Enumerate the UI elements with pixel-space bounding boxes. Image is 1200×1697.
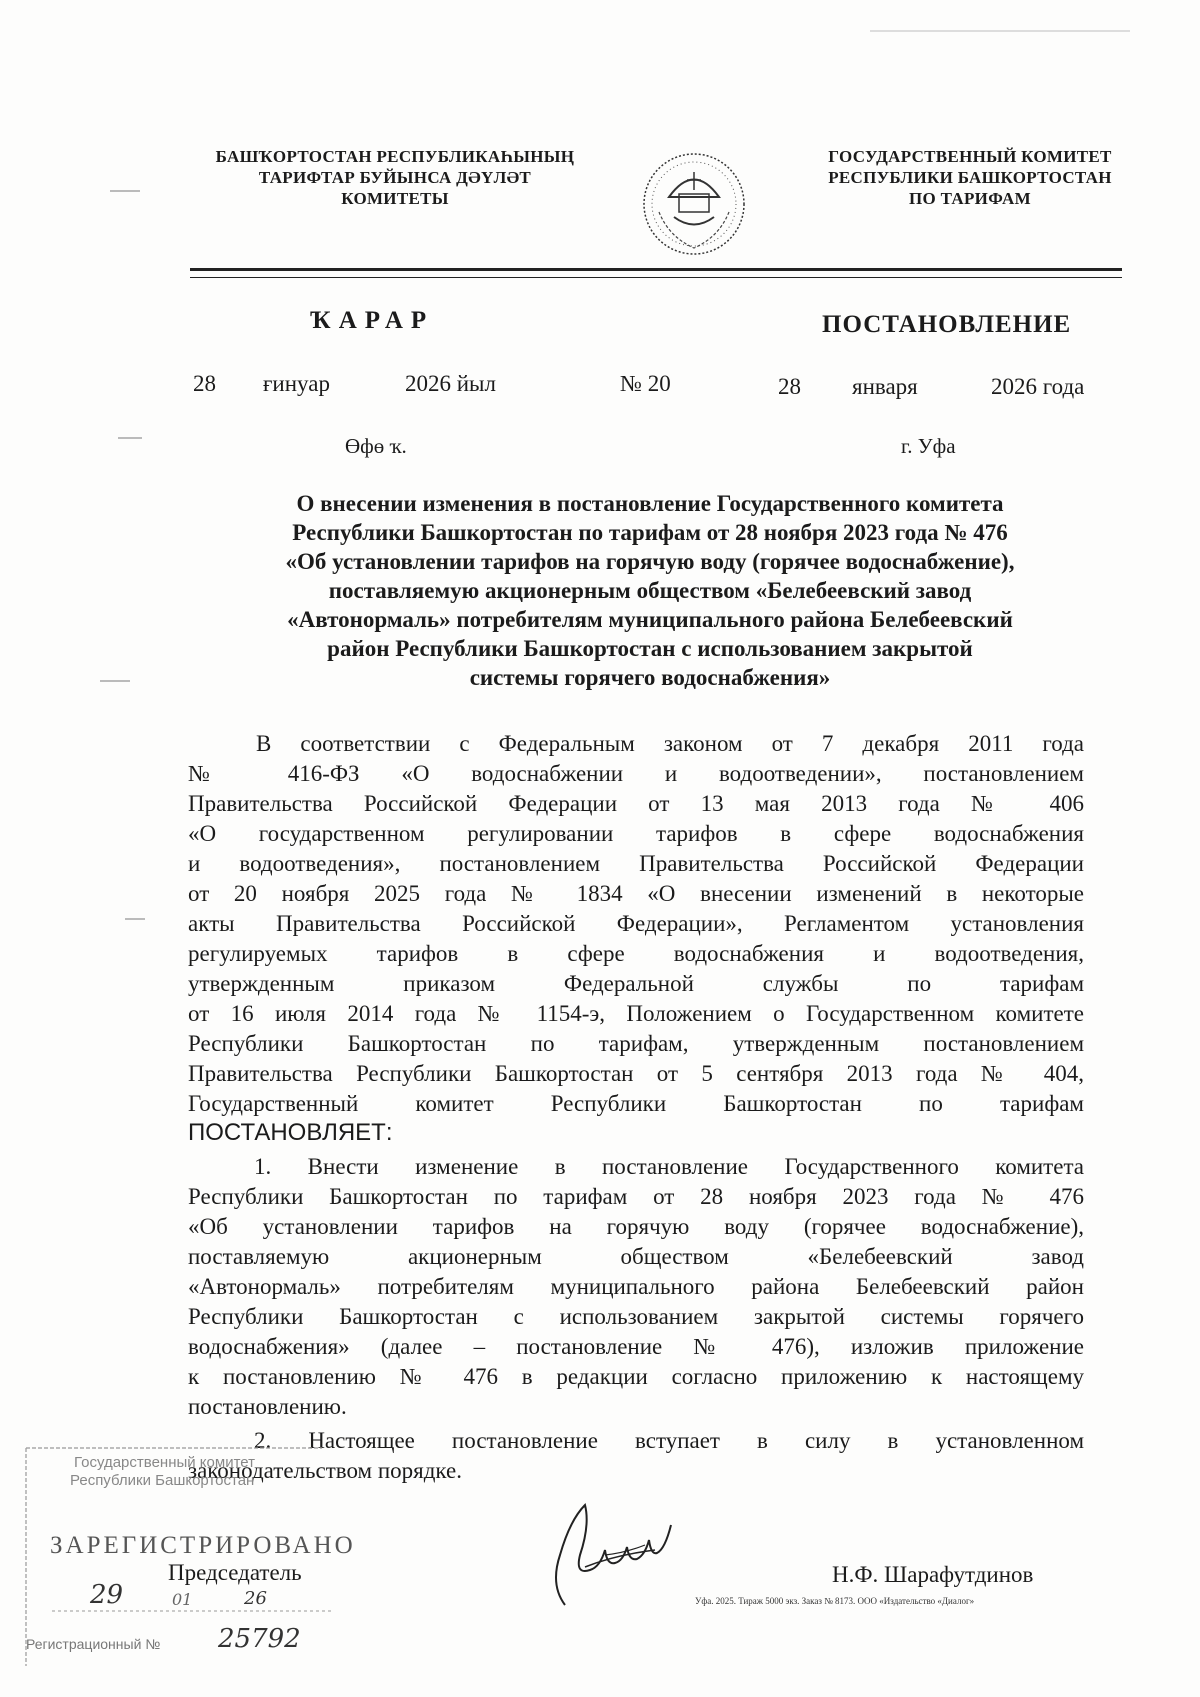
item1-line: 1. Внести изменение в постановление Государственного комитета	[254, 1154, 1084, 1179]
preamble-line: Правительства Российской Федерации от 13 мая 2013 года № 406	[188, 791, 1084, 816]
preamble-line: от 20 ноября 2025 года № 1834 «О внесении изменений в некоторые	[188, 881, 1084, 906]
stamp-date-month: 01	[172, 1590, 193, 1609]
preamble-line: регулируемых тарифов в сфере водоснабжения и водоотведения,	[188, 941, 1084, 966]
preamble-line: акты Правительства Российской Федерации», Регламентом установления	[188, 911, 1084, 936]
scan-speck	[125, 918, 145, 920]
item2-line: законодательством порядке.	[188, 1458, 462, 1483]
stamp-date-year: 26	[244, 1588, 267, 1609]
scan-speck	[870, 30, 1130, 32]
item1-line: Республики Башкортостан с использованием закрытой системы горячего	[188, 1304, 1084, 1329]
date-ru-day: 28	[778, 374, 801, 399]
signatory-name: Н.Ф. Шарафутдинов	[832, 1562, 1034, 1587]
city-russian: г. Уфа	[901, 434, 956, 458]
signatory-title: Председатель	[168, 1560, 302, 1585]
city-bashkir: Өфө ҡ.	[345, 434, 407, 458]
title-line: О внесении изменения в постановление Государственного комитета	[296, 491, 1004, 516]
header-right-line: ПО ТАРИФАМ	[909, 189, 1031, 208]
doc-type-russian: ПОСТАНОВЛЕНИЕ	[822, 311, 1072, 338]
date-ba-month: ғинуар	[263, 371, 330, 396]
header-right	[800, 146, 1140, 209]
title-line: системы горячего водоснабжения»	[469, 665, 831, 690]
resolves-keyword: ПОСТАНОВЛЯЕТ:	[188, 1119, 393, 1146]
date-ru-month: января	[852, 374, 918, 399]
preamble-line: № 416-ФЗ «О водоснабжении и водоотведении», постановлением	[188, 761, 1084, 786]
stamp-reg-label: Регистрационный №	[26, 1636, 161, 1652]
item1-line: «Автонормаль» потребителям муниципального района Белебеевский район	[188, 1274, 1084, 1299]
preamble-line: Государственный комитет Республики Башкортостан по тарифам	[188, 1091, 1084, 1116]
header-right-line: РЕСПУБЛИКИ БАШКОРТОСТАН	[828, 168, 1112, 187]
header-rule-thin	[190, 277, 1122, 278]
header-right-line: ГОСУДАРСТВЕННЫЙ КОМИТЕТ	[828, 147, 1112, 166]
title-line: Республики Башкортостан по тарифам от 28 ноября 2023 года № 476	[292, 520, 1008, 545]
signature-scribble	[545, 1495, 675, 1610]
coat-of-arms-emblem	[639, 142, 749, 262]
item1-line: к постановлению № 476 в редакции согласно приложению к настоящему	[188, 1364, 1084, 1389]
preamble-line: В соответствии с Федеральным законом от 7 декабря 2011 года	[256, 731, 1084, 756]
registration-stamp	[22, 1440, 356, 1670]
doc-number: № 20	[620, 371, 671, 396]
item1-line: «Об установлении тарифов на горячую воду (горячее водоснабжение),	[188, 1214, 1084, 1239]
stamp-org-line2: Республики Башкортостан	[70, 1472, 255, 1489]
preamble-line: «О государственном регулировании тарифов в сфере водоснабжения	[188, 821, 1084, 846]
preamble-line: Республики Башкортостан по тарифам, утвержденным постановлением	[188, 1031, 1084, 1056]
printer-note: Уфа. 2025. Тираж 5000 экз. Заказ № 8173. ООО «Издательство «Диалог»	[695, 1596, 975, 1606]
title-line: поставляемую акционерным обществом «Белебеевский завод	[328, 578, 972, 603]
preamble-line: от 16 июля 2014 года № 1154-э, Положением о Государственном комитете	[188, 1001, 1084, 1026]
stamp-date-day: 29	[90, 1580, 124, 1610]
stamp-org-line1: Государственный комитет	[74, 1454, 255, 1471]
scan-speck	[118, 437, 142, 439]
preamble-line: утвержденным приказом Федеральной службы по тарифам	[188, 971, 1084, 996]
item2-line: 2. Настоящее постановление вступает в силу в установленном	[254, 1428, 1084, 1453]
item1-line: Республики Башкортостан по тарифам от 28 ноября 2023 года № 476	[188, 1184, 1084, 1209]
preamble-line: и водоотведения», постановлением Правительства Российской Федерации	[188, 851, 1084, 876]
stamp-registered: ЗАРЕГИСТРИРОВАНО	[50, 1532, 356, 1559]
title-line: район Республики Башкортостан с использованием закрытой	[327, 636, 973, 661]
date-ru-year: 2026 года	[991, 374, 1085, 399]
header-rule-thick	[190, 268, 1122, 271]
date-ba-day: 28	[193, 371, 216, 396]
stamp-reg-number: 25792	[218, 1624, 301, 1654]
title-line: «Об установлении тарифов на горячую воду (горячее водоснабжение),	[285, 549, 1015, 574]
stamp-date-underline	[52, 1608, 332, 1614]
item1-line: поставляемую акционерным обществом «Белебеевский завод	[188, 1244, 1084, 1269]
item1-line: водоснабжения» (далее – постановление № 476), изложив приложение	[188, 1334, 1084, 1359]
item1-line: постановлению.	[188, 1394, 347, 1419]
preamble-line: Правительства Республики Башкортостан от 5 сентября 2013 года № 404,	[188, 1061, 1084, 1086]
title-line: «Автонормаль» потребителям муниципального района Белебеевский	[287, 607, 1013, 632]
date-ba-year: 2026 йыл	[405, 371, 496, 396]
document-title	[200, 489, 1100, 692]
doc-type-bashkir: ҠАРАР	[310, 307, 435, 334]
header-left	[185, 146, 605, 209]
header-left-line: ТАРИФТАР БУЙЫНСА ДӘҮЛӘТ	[258, 168, 532, 187]
header-left-line: БАШҠОРТОСТАН РЕСПУБЛИКАҺЫНЫҢ	[215, 147, 575, 166]
scan-speck	[110, 190, 140, 192]
header-left-line: КОМИТЕТЫ	[341, 189, 449, 208]
scan-speck	[100, 680, 130, 682]
